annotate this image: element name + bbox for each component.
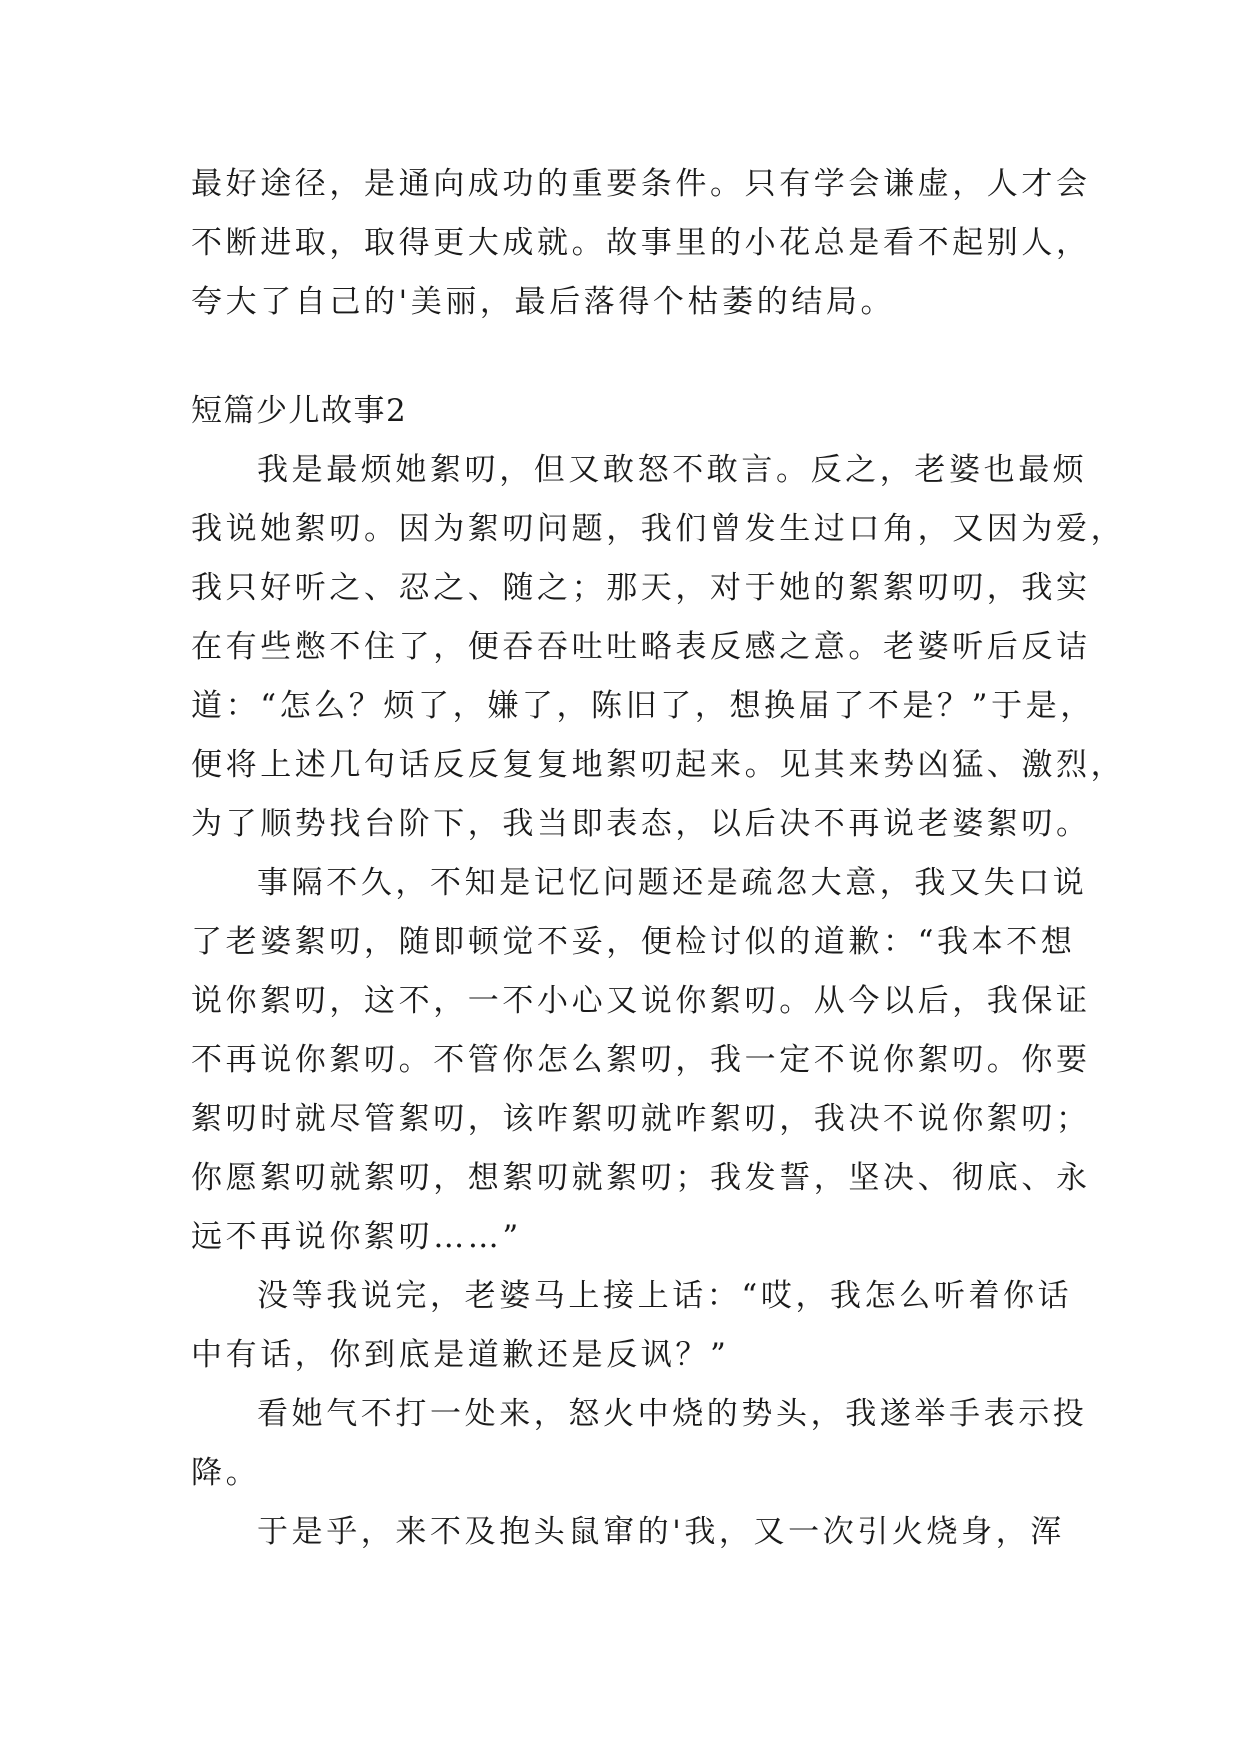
text-line: 中有话，你到底是道歉还是反讽？”: [191, 1337, 730, 1373]
text-line: 道：“怎么？烦了，嫌了，陈旧了，想换届了不是？”于是，: [191, 688, 1095, 724]
story-paragraph-3: [191, 1267, 1071, 1385]
story-paragraph-4: [191, 1385, 1088, 1503]
text-line: 降。: [191, 1455, 261, 1491]
text-line: 远不再说你絮叨……”: [191, 1219, 522, 1255]
text-line: 事隔不久，不知是记忆问题还是疏忽大意，我又失口说: [257, 865, 1088, 901]
text-line: 便将上述几句话反反复复地絮叨起来。见其来势凶猛、激烈，: [191, 747, 1126, 783]
text-line: 夸大了自己的'美丽，最后落得个枯萎的结局。: [191, 284, 896, 320]
text-line: 我说她絮叨。因为絮叨问题，我们曾发生过口角，又因为爱，: [191, 511, 1126, 547]
story-paragraph-5: [191, 1503, 1071, 1562]
text-line: 在有些憋不住了，便吞吞吐吐略表反感之意。老婆听后反诘: [191, 629, 1091, 665]
text-line: 最好途径，是通向成功的重要条件。只有学会谦虚，人才会: [191, 166, 1091, 202]
text-line: 你愿絮叨就絮叨，想絮叨就絮叨；我发誓，坚决、彻底、永: [191, 1160, 1091, 1196]
text-line: 絮叨时就尽管絮叨，该咋絮叨就咋絮叨，我决不说你絮叨；: [191, 1101, 1091, 1137]
story-paragraph-2: [191, 854, 1091, 1267]
text-line: 我只好听之、忍之、随之；那天，对于她的絮絮叨叨，我实: [191, 570, 1091, 606]
text-line: 为了顺势找台阶下，我当即表态，以后决不再说老婆絮叨。: [191, 806, 1091, 842]
text-line: 说你絮叨，这不，一不小心又说你絮叨。从今以后，我保证: [191, 983, 1091, 1019]
text-line: 没等我说完，老婆马上接上话：“哎，我怎么听着你话: [257, 1278, 1073, 1314]
text-line: 于是乎，来不及抱头鼠窜的'我，又一次引火烧身，浑: [257, 1514, 1065, 1550]
intro-paragraph: [191, 155, 1091, 332]
text-line: 看她气不打一处来，怒火中烧的势头，我遂举手表示投: [257, 1396, 1088, 1432]
document-body: [191, 155, 1126, 1562]
section-spacer: [191, 332, 1071, 382]
text-line: 不再说你絮叨。不管你怎么絮叨，我一定不说你絮叨。你要: [191, 1042, 1091, 1078]
text-line: 我是最烦她絮叨，但又敢怒不敢言。反之，老婆也最烦: [257, 452, 1088, 488]
section-title: 短篇少儿故事2: [191, 393, 408, 429]
story-paragraph-1: [191, 441, 1126, 854]
text-line: 不断进取，取得更大成就。故事里的小花总是看不起别人，: [191, 225, 1091, 261]
text-line: 了老婆絮叨，随即顿觉不妥，便检讨似的道歉：“我本不想: [191, 924, 1076, 960]
